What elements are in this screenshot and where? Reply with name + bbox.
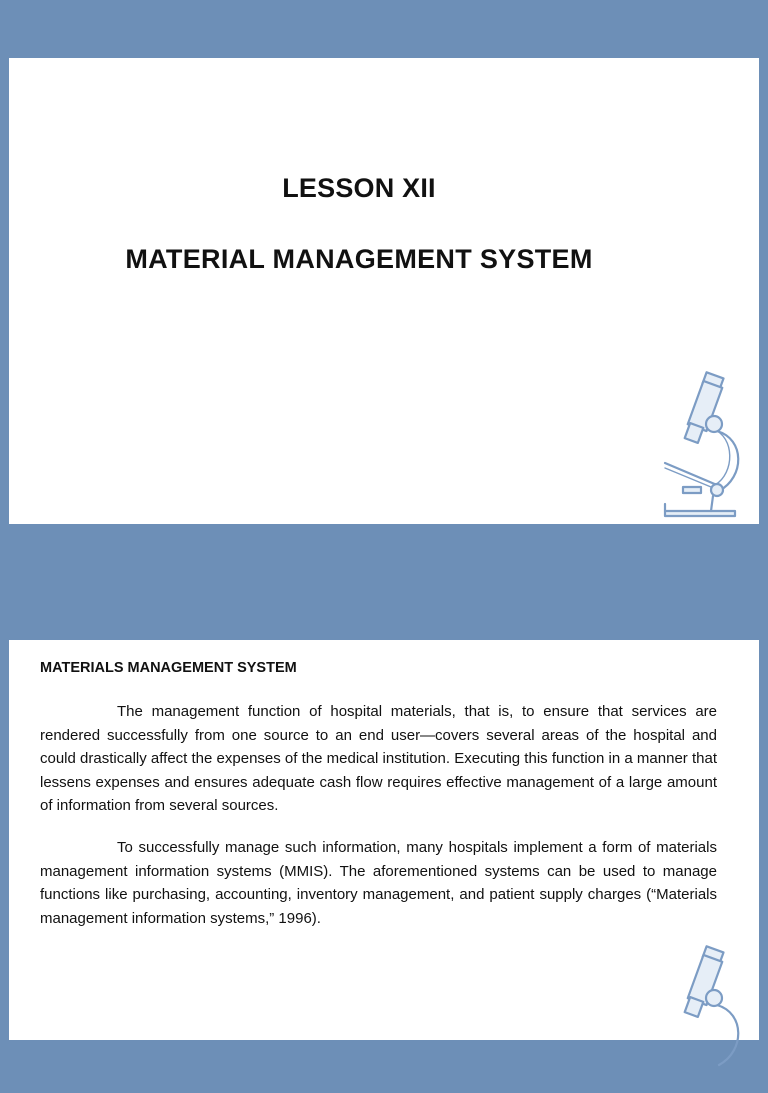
content-slide (9, 640, 759, 1040)
microscope-icon (661, 943, 741, 1093)
lesson-subtitle: MATERIAL MANAGEMENT SYSTEM (125, 244, 593, 274)
section-heading: MATERIALS MANAGEMENT SYSTEM (40, 660, 297, 676)
body-paragraph: The management function of hospital materials, that is, to ensure that services are rendered successfully from one source to an end user—covers several areas of the hospital and could drastically affect the expenses of the medical institution. Executing this function in a manner that lessens expenses and ensures adequate cash flow requires effective management of a large amount of information from several sources. (40, 703, 717, 814)
title-slide (9, 58, 759, 524)
body-paragraph: To successfully manage such information, many hospitals implement a form of materials management information systems (MMIS). The aforementioned systems can be used to manage functions like purchasing, accounting, inventory management, and patient supply charges (“Materials management information systems,” 1996). (40, 839, 717, 927)
lesson-title: LESSON XII (282, 173, 436, 203)
microscope-icon (661, 369, 741, 519)
